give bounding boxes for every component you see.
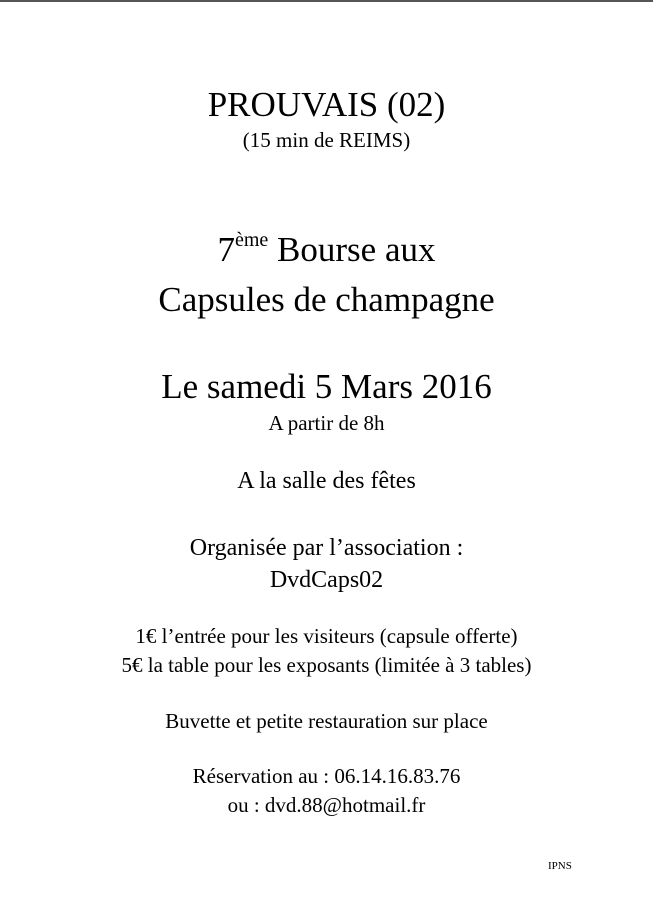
exhibitor-price: 5€ la table pour les exposants (limitée à 3 tables)	[121, 653, 532, 677]
reservation-email: ou : dvd.88@hotmail.fr	[227, 793, 426, 817]
reservation-phone: Réservation au : 06.14.16.83.76	[192, 764, 461, 788]
event-title-line-2: Capsules de champagne	[158, 280, 495, 319]
organizer-label: Organisée par l’association :	[189, 535, 464, 561]
ipns-mark: IPNS	[548, 860, 572, 872]
top-border-line	[0, 0, 653, 2]
organizer-name: DvdCaps02	[269, 567, 384, 593]
distance-subtitle: (15 min de REIMS)	[242, 128, 411, 152]
ordinal-suffix: ème	[234, 229, 269, 251]
town-title: PROUVAIS (02)	[207, 85, 446, 124]
food-info: Buvette et petite restauration sur place	[165, 709, 488, 733]
event-title-line-1	[0, 229, 653, 269]
event-title-rest: Bourse aux	[268, 230, 436, 269]
visitor-price: 1€ l’entrée pour les visiteurs (capsule offerte)	[135, 624, 518, 648]
event-venue: A la salle des fêtes	[237, 468, 416, 494]
event-date: Le samedi 5 Mars 2016	[161, 367, 492, 406]
event-start-time: A partir de 8h	[268, 411, 385, 435]
ordinal-number: 7	[217, 230, 235, 269]
